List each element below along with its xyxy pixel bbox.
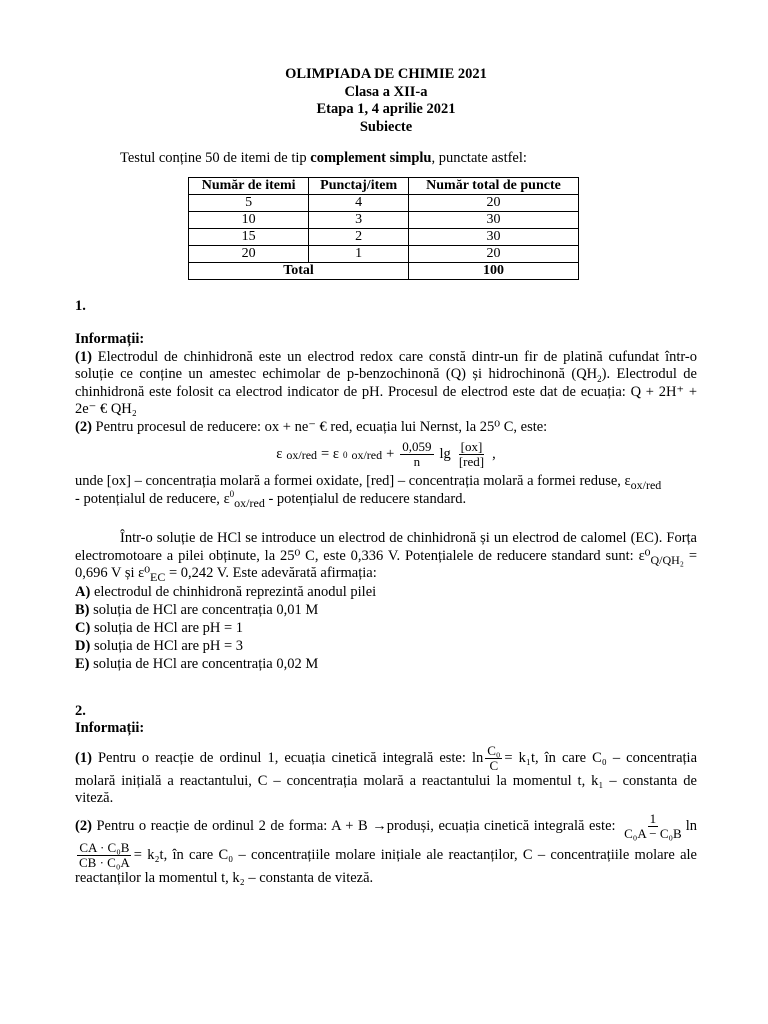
stage-line: Etapa 1, 4 aprilie 2021 <box>316 101 456 117</box>
question-1-info-heading: Informații: <box>75 331 145 347</box>
question-2-number: 2. <box>75 702 86 719</box>
q2-info-paragraph-1: (1) Pentru o reacție de ordinul 1, ecuația cinetică integrală este: ln $\frac{\text{C₀}}{C}$ = k₁t, în care C₀ – concentrația molară inițială a reactantului, C – concentrația molară a reactantului la momentul t, k₁ – constanta de viteză. <box>75 742 698 806</box>
q1-definitions: unde [ox] – concentrația molară a formei oxidate, [red] – concentrația molară a formei reduse, $\varepsilon_{ox/red}$ - potențialul de reducere, $\varepsilon^0_{ox/red}$ - potențialul de reducere standard. <box>75 473 662 510</box>
table-header-row <box>189 177 579 194</box>
nernst-coefficient: $\frac{0,059}{n}$ <box>402 439 432 469</box>
answer-option: B) soluția de HCl are concentrația 0,01 M <box>75 601 319 618</box>
table-row: 10 3 30 <box>189 211 579 228</box>
table-total-row <box>189 262 579 279</box>
q1-info-paragraph-1: (1) Electrodul de chinhidronă este un electrod redox care constă dintr-un fir de platină cufundat într-o soluție ce conține un amestec echimolar de p-benzochinonă (Q) și hidrochinonă $(QH_2)$. Electrodul de chinhidronă este folosit ca electrod indicator de pH. Procesul de electrod este dat de ecuația: Q + 2H⁺ + 2e⁻ € QH₂ <box>75 348 698 417</box>
intro-paragraph: Testul conține 50 de itemi de tip complement simplu, punctate astfel: <box>120 150 527 166</box>
nernst-ratio: $\frac{[ox]}{\text{[red]}}$ <box>458 439 485 469</box>
intro-bold: complement simplu <box>310 150 432 166</box>
q1-problem-statement: Într-o soluție de HCl se introduce un electrod de chinhidronă și un electrod de calomel (EC). Forța electromotoare a pilei obținute, la 25⁰ C, este 0,336 V. Potențialele de reducere standard sunt: $\varepsilon^0_{Q/QH_2} = 0,696$ V și $\varepsilon^0_{EC} = 0,242$ V. Este adevărată afirmația: <box>75 530 698 584</box>
subjects-line: Subiecte <box>359 118 413 135</box>
question-2-info-heading: Informații: <box>75 720 145 736</box>
second-order-coefficient: $\frac{1}{\text{C₀A − C₀B}}$ <box>624 810 682 841</box>
question-1-number: 1. <box>75 297 86 314</box>
q1-info-paragraph-2: (2) Pentru procesul de reducere: ox + ne⁻ € red, ecuația lui Nernst, la 25⁰ C, este: <box>75 418 548 435</box>
table-row: 20 1 20 <box>189 245 579 262</box>
total-label: Total <box>189 262 409 279</box>
reduction-equation: ox + ne⁻ € red <box>264 418 349 435</box>
first-order-fraction: $\frac{\text{C₀}}{C}$ <box>487 742 501 773</box>
answer-option: E) soluția de HCl are concentrația 0,02 M <box>75 655 319 672</box>
total-value: 100 <box>409 262 579 279</box>
table-header: Număr de itemi <box>189 177 309 194</box>
class-line: Clasa a XII-a <box>344 83 428 100</box>
nernst-equation: ε ox/red = ε 0 ox/red + $\frac{0,059}{n}$ lg $\frac{[ox]}{\text{[red]}}$ , <box>276 439 496 469</box>
answer-option: D) soluția de HCl are pH = 3 <box>75 637 244 654</box>
q2-info-paragraph-2: (2) Pentru o reacție de ordinul 2 de forma: A + B →produși, ecuația cinetică integrală este: $\frac{1}{\text{C₀A − C₀B}}$ ln $\frac{\text{CA · C₀B}}{\text{CB · C₀A}}$ = k₂t, în care C₀ – concentrațiile molare inițiale ale reactanților, C – concentrațiile molare ale reactanților la momentul t, k₂ – constanta de viteză. <box>75 810 697 886</box>
table-row: 15 2 30 <box>189 228 579 245</box>
olympiad-title: OLIMPIADA DE CHIMIE 2021 <box>285 66 487 82</box>
table-header: Punctaj/item <box>309 177 409 194</box>
electrode-equation: Q + 2H⁺ + 2e⁻ € QH₂ <box>75 383 698 417</box>
q1-options <box>75 583 697 673</box>
score-table <box>188 177 579 280</box>
answer-option: C) soluția de HCl are pH = 1 <box>75 619 244 636</box>
second-order-ratio: $\frac{\text{CA · C₀B}}{\text{CB · C₀A}}$ <box>79 839 130 870</box>
answer-option: A) electrodul de chinhidronă reprezintă anodul pilei <box>75 583 377 600</box>
document-page <box>75 66 697 887</box>
document-header <box>75 66 697 136</box>
table-header: Număr total de puncte <box>409 177 579 194</box>
table-row: 5 4 20 <box>189 194 579 211</box>
